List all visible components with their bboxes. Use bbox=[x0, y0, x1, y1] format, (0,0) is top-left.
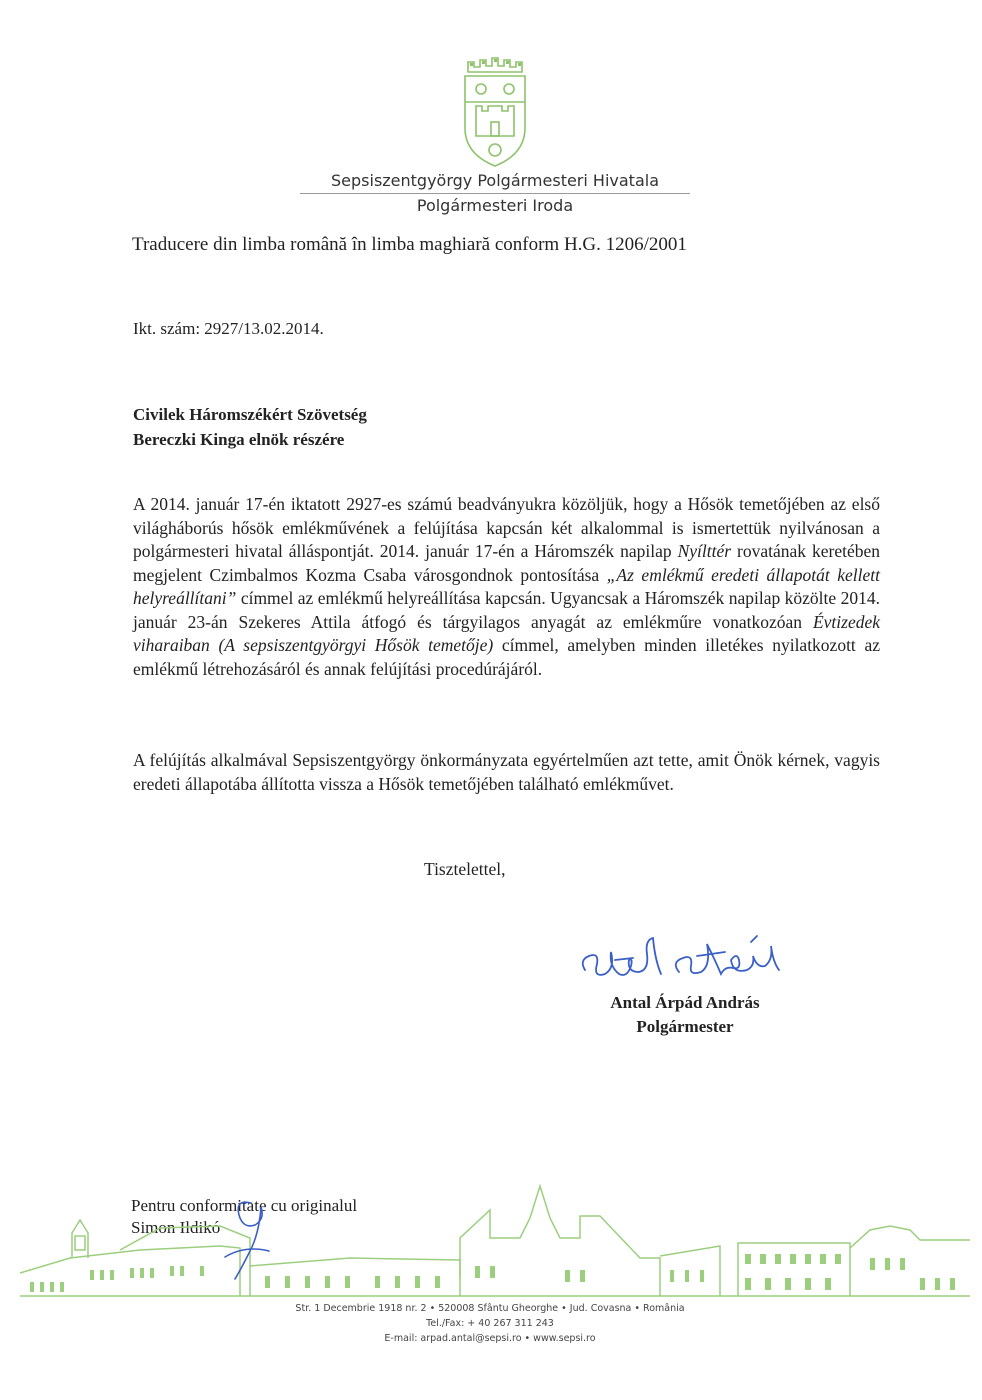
footer bbox=[200, 1301, 780, 1346]
city-skyline-icon bbox=[20, 1178, 970, 1300]
body-paragraph-2: A felújítás alkalmával Sepsiszentgyörgy önkormányzata egyértelműen azt tette, amit Önök kérnek, vagyis eredeti állapotába állította vissza a Hősök temetőjében található emlékművet. bbox=[133, 750, 880, 794]
paragraph-text: címmel az emlékmű helyreállítása kapcsán. Ugyancsak a Háromszék napilap közölte 2014. január 23-án Szekeres Attila átfogó és tárgyilagos anyagát az emlékműre vonatkozóan bbox=[133, 588, 880, 632]
office-name: Sepsiszentgyörgy Polgármesteri Hivatala bbox=[300, 171, 690, 194]
signer-title: Polgármester bbox=[636, 1017, 734, 1036]
paragraph-italic: Nyílttér bbox=[677, 541, 732, 561]
paragraph-italic: Évtizedek viharaiban (A sepsiszentgyörgyi Hősök temetője) bbox=[133, 611, 880, 655]
body-paragraph-1 bbox=[133, 493, 880, 681]
closing: Tisztelettel, bbox=[424, 859, 506, 879]
paragraph-italic: „Az emlékmű eredeti állapotát kellett helyreállítani” bbox=[133, 564, 881, 608]
paragraph-text: rovatának keretében megjelent Czimbalmos Kozma Csaba városgondnok pontosítása bbox=[133, 541, 880, 585]
signer-block bbox=[580, 991, 790, 1039]
signature-icon bbox=[575, 930, 790, 992]
initials-icon bbox=[205, 1195, 285, 1280]
registration-number: Ikt. szám: 2927/13.02.2014. bbox=[133, 319, 324, 338]
paragraph-text: címmel, amelyben minden illetékes nyilatkozott az emlékmű létrehozásáról és annak felújítási procedúrájáról. bbox=[133, 635, 880, 679]
footer-email: E-mail: arpad.antal@sepsi.ro • www.sepsi.ro bbox=[384, 1333, 596, 1344]
footer-address: Str. 1 Decembrie 1918 nr. 2 • 520008 Sfântu Gheorghe • Jud. Covasna • România bbox=[295, 1303, 685, 1314]
recipient-organization: Civilek Háromszékért Szövetség bbox=[133, 405, 367, 424]
translation-note: Traducere din limba română în limba maghiară conform H.G. 1206/2001 bbox=[132, 234, 687, 255]
recipient-person: Bereczki Kinga elnök részére bbox=[133, 430, 345, 449]
certification-line: Pentru conformitate cu originalul bbox=[131, 1196, 358, 1215]
certifier-name: Simon Ildikó bbox=[131, 1218, 221, 1237]
signer-name: Antal Árpád András bbox=[610, 993, 760, 1012]
department-name: Polgármesteri Iroda bbox=[416, 196, 574, 215]
city-crest-icon bbox=[460, 56, 530, 168]
paragraph-text: A 2014. január 17-én iktatott 2927-es számú beadványukra közöljük, hogy a Hősök temetőjében az első világháborús hősök emlékművének a felújítása kapcsán két alkalommal is ismertettük nyilvánosan a polgármesteri hivatal álláspontját. 2014. január 17-én a Háromszék napilap bbox=[133, 494, 880, 561]
footer-phone: Tel./Fax: + 40 267 311 243 bbox=[426, 1318, 554, 1329]
recipient-block bbox=[133, 402, 367, 452]
